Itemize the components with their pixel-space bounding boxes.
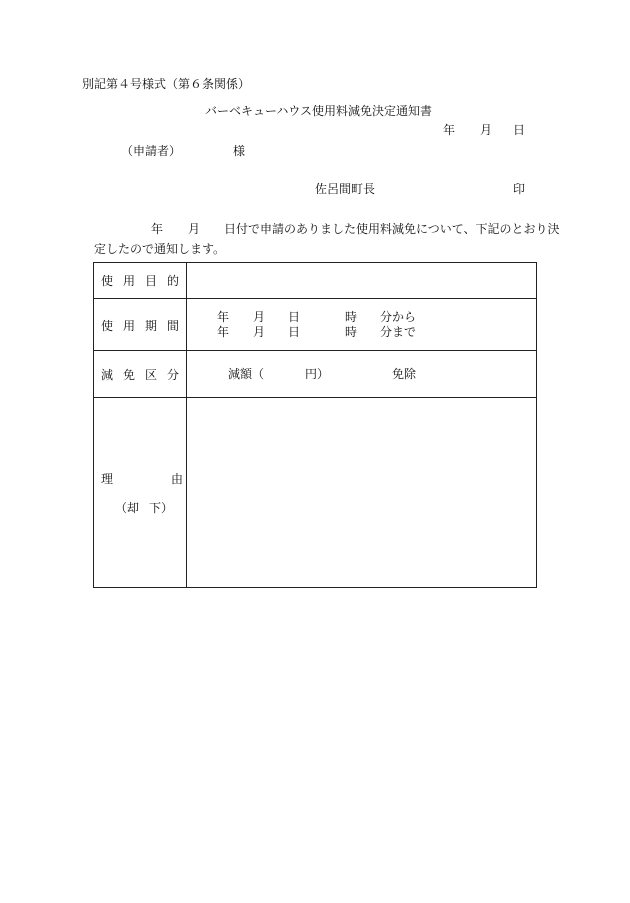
date-month: 月 — [480, 123, 493, 137]
body-text-line1: 日付で申請のありました使用料減免について、下記のとおり決 — [224, 222, 560, 236]
seal-mark: 印 — [513, 182, 526, 196]
reduction-class-field[interactable] — [187, 351, 536, 398]
class-label-char: 分 — [166, 368, 179, 382]
purpose-label-char: 的 — [166, 274, 179, 288]
class-label-char: 減 — [101, 368, 114, 382]
period-to-hour: 時 — [345, 325, 358, 339]
period-from-year: 年 — [217, 310, 230, 324]
mayor-title: 佐呂間町長 — [315, 182, 376, 196]
date-year: 年 — [443, 123, 456, 137]
period-from-month: 月 — [253, 310, 266, 324]
purpose-label-char: 使 — [101, 274, 114, 288]
reason-label-left: 理 — [101, 472, 114, 486]
applicant-label: （申請者） — [121, 144, 182, 158]
reason-row — [94, 397, 536, 588]
period-row — [94, 298, 536, 351]
rejection-label-close: 下） — [149, 501, 174, 515]
honorific-sama: 様 — [233, 144, 246, 158]
document-title: バーベキューハウス使用料減免決定通知書 — [205, 104, 433, 118]
period-from-hour: 時 — [345, 310, 358, 324]
purpose-row — [94, 263, 536, 298]
period-to-day: 日 — [288, 325, 301, 339]
exemption-option: 免除 — [392, 367, 417, 381]
period-label-char: 使 — [101, 318, 114, 333]
period-label — [94, 299, 186, 351]
reason-label-cell — [94, 398, 186, 588]
class-label-char: 区 — [144, 368, 157, 382]
period-to-suffix: 分まで — [380, 325, 417, 339]
period-label-char: 期 — [144, 318, 157, 333]
class-label-char: 免 — [122, 368, 135, 382]
period-to-month: 月 — [253, 325, 266, 339]
purpose-label — [94, 263, 186, 298]
form-number-label: 別記第４号様式（第６条関係） — [82, 77, 251, 91]
reduction-amount-open: 減額（ — [228, 367, 265, 381]
decision-table — [93, 262, 537, 588]
purpose-label-char: 目 — [144, 274, 157, 288]
body-month: 月 — [188, 222, 201, 236]
reason-value-field[interactable] — [187, 398, 536, 588]
period-label-char: 間 — [166, 318, 179, 333]
reason-label-right: 由 — [171, 472, 184, 486]
body-year: 年 — [151, 222, 164, 236]
purpose-value-field[interactable] — [187, 263, 536, 298]
rejection-label-open: （却 — [115, 501, 140, 515]
period-from-day: 日 — [288, 310, 301, 324]
reduction-class-label — [94, 351, 186, 398]
date-day: 日 — [513, 123, 526, 137]
period-label-char: 用 — [122, 318, 135, 333]
purpose-label-char: 用 — [122, 274, 135, 288]
reduction-amount-yen: 円） — [305, 367, 330, 381]
body-text-line2: 定したので通知します。 — [94, 242, 226, 256]
period-value-field[interactable] — [187, 299, 536, 351]
period-from-suffix: 分から — [380, 310, 417, 324]
period-to-year: 年 — [217, 325, 230, 339]
reduction-class-row — [94, 350, 536, 398]
